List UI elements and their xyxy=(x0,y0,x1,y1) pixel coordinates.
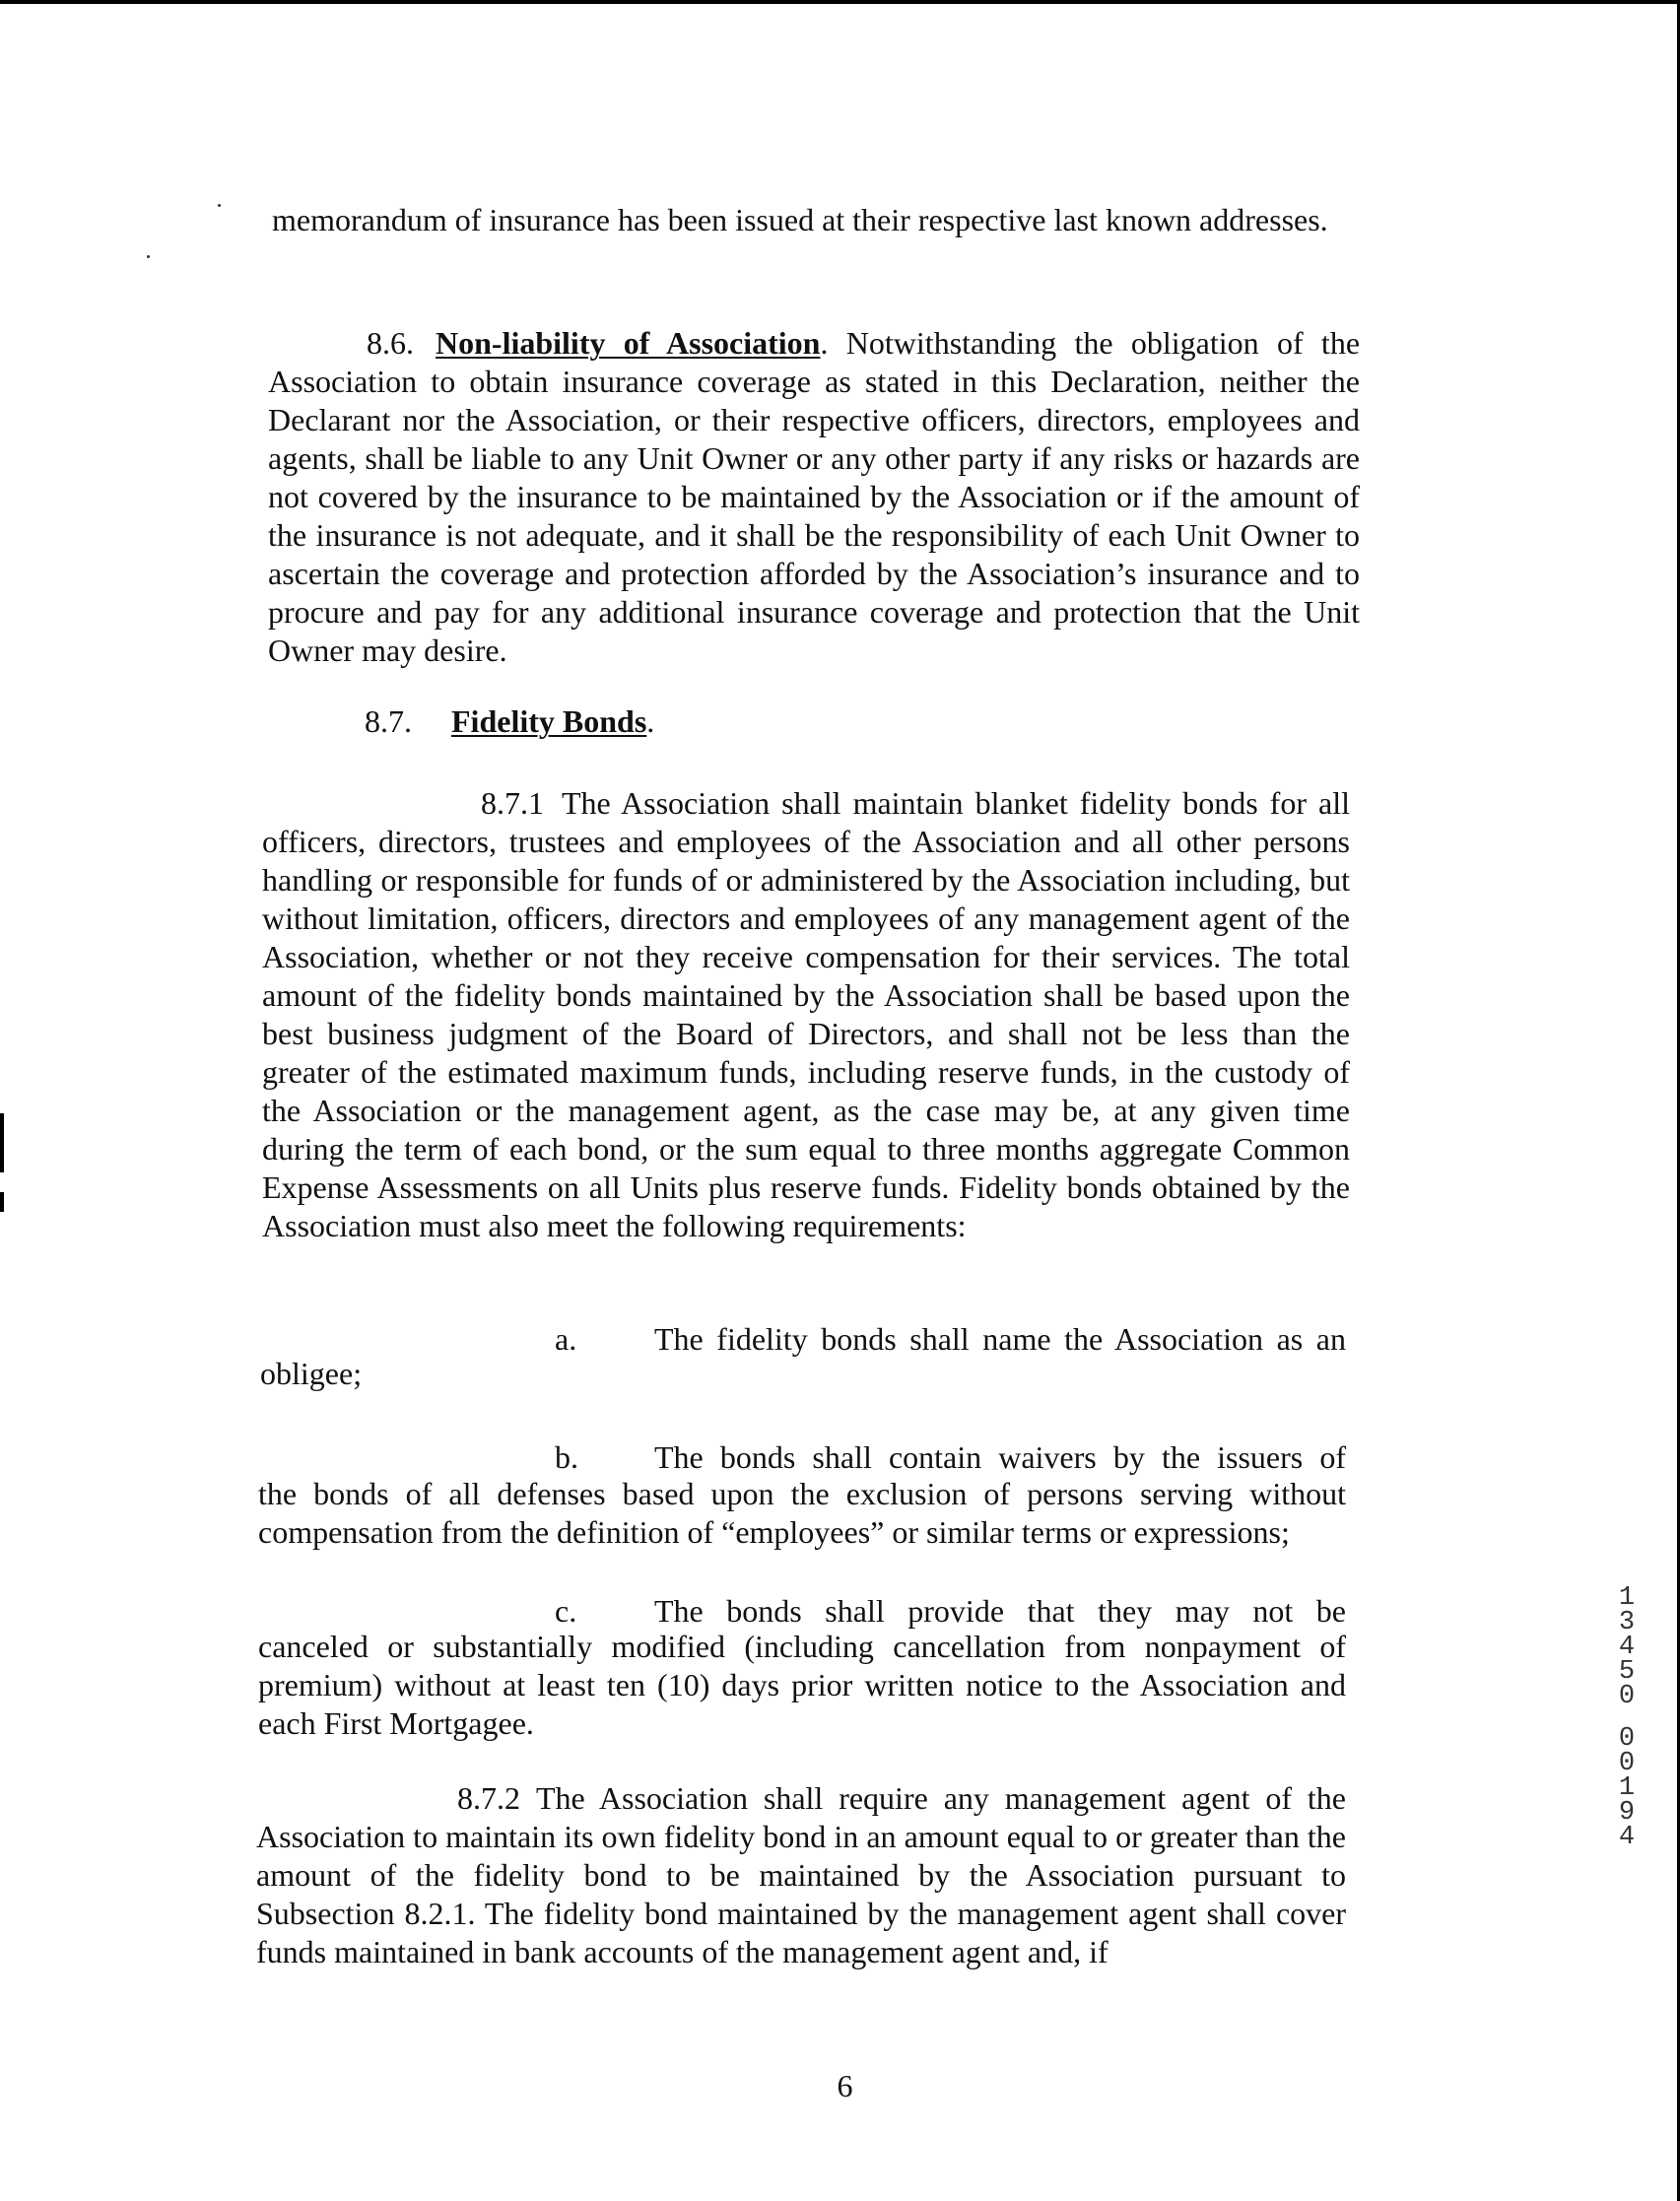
scan-edge-mark xyxy=(0,1192,4,1212)
section-8-6-number: 8.6. xyxy=(367,325,414,361)
scan-speck xyxy=(218,204,221,207)
section-8-6-body: Notwithstanding the obligation of the Association to obtain insurance coverage as stated in this Declaration, neither the Declarant nor the Association, or their respective officers, directors, employees and agents, shall be liable to any Unit Owner or any other party if any risks or hazards are not covered by the insurance to be maintained by the Association or if the amount of the insurance is not adequate, and it shall be the responsibility of each Unit Owner to ascertain the coverage and protection afforded by the Association’s insurance and to procure and pay for any additional insurance coverage and protection that the Unit Owner may desire. xyxy=(268,325,1361,668)
item-b-rest: the bonds of all defenses based upon the exclusion of persons serving without compensation from the definition of “employees” or similar terms or expressions; xyxy=(258,1476,1346,1550)
intro-text: memorandum of insurance has been issued at their respective last known addresses. xyxy=(272,202,1328,237)
item-b-first-line: The bonds shall contain waivers by the issuers of xyxy=(654,1439,1346,1475)
section-8-7-title: Fidelity Bonds xyxy=(451,703,647,739)
recording-stamp-char: 9 xyxy=(1618,1798,1636,1828)
section-8-6-title: Non-liability of Association xyxy=(436,325,821,361)
recording-stamp-char: 1 xyxy=(1618,1583,1636,1613)
item-a-letter: a. xyxy=(555,1321,577,1357)
section-8-7-number: 8.7. xyxy=(365,703,412,739)
recording-stamp-vertical xyxy=(1614,1583,1640,1852)
recording-stamp-char: 0 xyxy=(1618,1749,1636,1778)
subsection-8-7-2 xyxy=(256,1779,1346,1971)
subsection-8-7-1-number: 8.7.1 xyxy=(481,785,544,821)
recording-stamp-char: 3 xyxy=(1618,1608,1636,1637)
subsection-8-7-1-body: The Association shall maintain blanket fidelity bonds for all officers, directors, trustees and employees of the Association and all other persons handling or responsible for funds of or administered by the Association including, but without limitation, officers, directors and employees of any management agent of the Association, whether or not they receive compensation for their services. The total amount of the fidelity bonds maintained by the Association shall be based upon the best business judgment of the Board of Directors, and shall not be less than the greater of the estimated maximum funds, including reserve funds, in the custody of the Association or the management agent, as the case may be, at any given time during the term of each bond, or the sum equal to three months aggregate Common Expense Assessments on all Units plus reserve funds. Fidelity bonds obtained by the Association must also meet the following requirements: xyxy=(262,785,1350,1243)
item-c-rest: canceled or substantially modified (including cancellation from nonpayment of premium) without at least ten (10) days prior written notice to the Association and each First Mortgagee. xyxy=(258,1629,1346,1741)
subsection-8-7-2-number: 8.7.2 xyxy=(457,1780,520,1816)
item-b-letter: b. xyxy=(555,1439,578,1475)
recording-stamp-char: 5 xyxy=(1618,1657,1636,1687)
section-8-7-heading: 8.7. Fidelity Bonds. xyxy=(365,703,655,739)
recording-stamp xyxy=(1614,1583,1640,1852)
recording-stamp-char: 1 xyxy=(1618,1773,1636,1803)
scan-speck xyxy=(147,255,150,258)
recording-stamp-char: 4 xyxy=(1618,1823,1636,1852)
scan-edge-mark xyxy=(0,1113,4,1172)
section-8-6: 8.6. Non-liability of Association. Notwithstanding the obligation of the Association to obtain insurance coverage as stated in this Declaration, neither the Declarant nor the Association, or their respective officers, directors, employees and agents, shall be liable to any Unit Owner or any other party if any risks or hazards are not covered by the insurance to be maintained by the Association or if the amount of the insurance is not adequate, and it shall be the responsibility of each Unit Owner to ascertain the coverage and protection afforded by the Association’s insurance and to procure and pay for any additional insurance coverage and protection that the Unit Owner may desire. xyxy=(268,325,1361,668)
subsection-8-7-2-body: The Association shall require any management agent of the Association to maintain its own fidelity bond in an amount equal to or greater than the amount of the fidelity bond to be maintained by the Association pursuant to Subsection 8.2.1. The fidelity bond maintained by the management agent shall cover funds maintained in bank accounts of the management agent and, if xyxy=(256,1780,1346,1969)
recording-stamp-char: 0 xyxy=(1618,1724,1636,1754)
subsection-8-7-1 xyxy=(262,784,1350,1245)
recording-stamp-char: 4 xyxy=(1618,1633,1636,1662)
item-c-first-line: The bonds shall provide that they may not be xyxy=(654,1593,1346,1629)
item-c-letter: c. xyxy=(555,1593,577,1629)
page-number: 6 xyxy=(837,2068,853,2103)
item-a-first-line: The fidelity bonds shall name the Association as an xyxy=(654,1321,1346,1357)
intro-paragraph xyxy=(272,201,1358,239)
item-a-rest: obligee; xyxy=(260,1356,363,1391)
scan-border-top xyxy=(0,0,1680,4)
recording-stamp-char: 0 xyxy=(1618,1682,1636,1711)
